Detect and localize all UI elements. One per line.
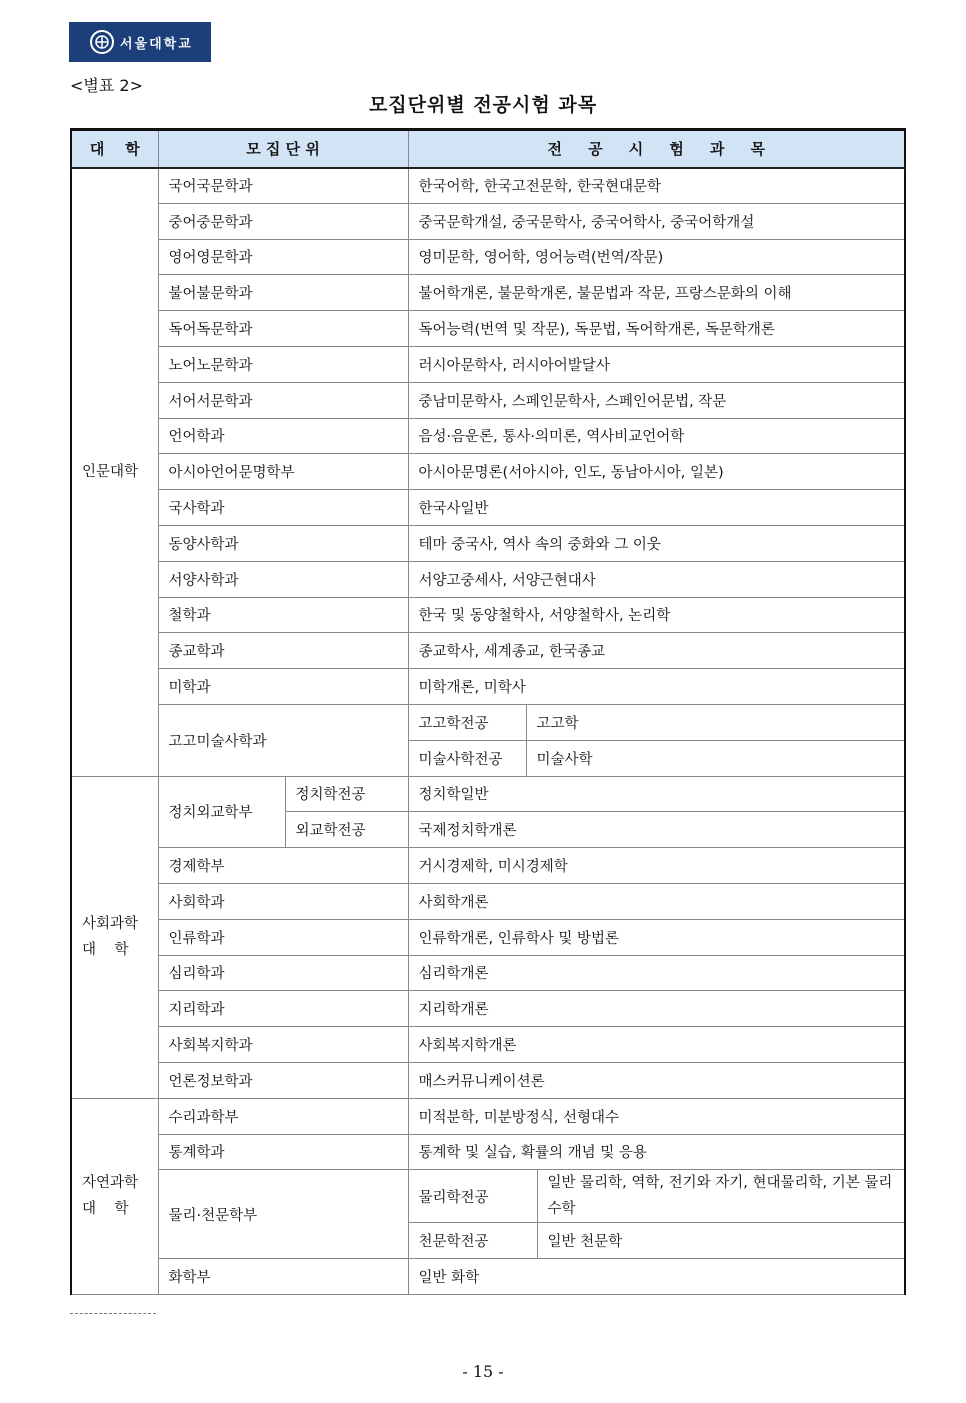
major-name: 천문학전공	[408, 1223, 537, 1259]
major-name: 물리학전공	[408, 1170, 537, 1223]
table-row	[71, 669, 905, 705]
page-number: - 15 -	[462, 1362, 504, 1381]
subjects: 지리학개론	[408, 991, 905, 1027]
logo-text: 서울대학교	[120, 36, 193, 52]
table-row	[71, 991, 905, 1027]
subjects: 사회복지학개론	[408, 1027, 905, 1063]
college-social-sciences: 사회과학 대 학	[71, 776, 158, 1098]
subjects: 미학개론, 미학사	[408, 669, 905, 705]
subjects: 중남미문학사, 스페인문학사, 스페인어문법, 작문	[408, 382, 905, 418]
unit-name: 통계학과	[158, 1134, 408, 1170]
unit-name: 경제학부	[158, 848, 408, 884]
subjects: 심리학개론	[408, 955, 905, 991]
table-row	[71, 311, 905, 347]
subjects: 불어학개론, 불문학개론, 불문법과 작문, 프랑스문화의 이해	[408, 275, 905, 311]
unit-name: 고고미술사학과	[158, 704, 408, 776]
subjects: 한국 및 동양철학사, 서양철학사, 논리학	[408, 597, 905, 633]
table-row	[71, 490, 905, 526]
table-row	[71, 454, 905, 490]
header-subjects: 전 공 시 험 과 목	[408, 130, 905, 168]
subjects: 거시경제학, 미시경제학	[408, 848, 905, 884]
unit-name: 서양사학과	[158, 561, 408, 597]
subjects: 사회학개론	[408, 883, 905, 919]
exam-subjects-table	[70, 128, 906, 1295]
bottom-dashed-rule	[70, 1313, 156, 1314]
major-name: 외교학전공	[285, 812, 408, 848]
table-row	[71, 704, 905, 740]
subjects: 중국문학개설, 중국문학사, 중국어학사, 중국어학개설	[408, 203, 905, 239]
unit-name: 사회복지학과	[158, 1027, 408, 1063]
subjects: 통계학 및 실습, 확률의 개념 및 응용	[408, 1134, 905, 1170]
unit-name: 인류학과	[158, 919, 408, 955]
table-row	[71, 382, 905, 418]
table-row	[71, 275, 905, 311]
table-row	[71, 561, 905, 597]
subjects: 독어능력(번역 및 작문), 독문법, 독어학개론, 독문학개론	[408, 311, 905, 347]
subjects: 테마 중국사, 역사 속의 중화와 그 이웃	[408, 525, 905, 561]
major-name: 정치학전공	[285, 776, 408, 812]
table-row	[71, 1134, 905, 1170]
unit-name: 종교학과	[158, 633, 408, 669]
table-row	[71, 1170, 905, 1223]
unit-name: 국사학과	[158, 490, 408, 526]
subjects: 일반 물리학, 역학, 전기와 자기, 현대물리학, 기본 물리수학	[537, 1170, 905, 1223]
unit-name: 독어독문학과	[158, 311, 408, 347]
subjects: 인류학개론, 인류학사 및 방법론	[408, 919, 905, 955]
table-row	[71, 919, 905, 955]
table-row	[71, 776, 905, 812]
table-row	[71, 525, 905, 561]
table-row	[71, 883, 905, 919]
college-natural-sciences: 자연과학 대 학	[71, 1098, 158, 1294]
table-row	[71, 168, 905, 204]
unit-name: 언어학과	[158, 418, 408, 454]
university-logo	[69, 22, 211, 62]
subjects: 미술사학	[526, 740, 905, 776]
subjects: 국제정치학개론	[408, 812, 905, 848]
major-name: 미술사학전공	[408, 740, 526, 776]
unit-name: 언론정보학과	[158, 1062, 408, 1098]
unit-name: 동양사학과	[158, 525, 408, 561]
unit-name: 서어서문학과	[158, 382, 408, 418]
table-row	[71, 346, 905, 382]
unit-name: 국어국문학과	[158, 168, 408, 204]
unit-name: 노어노문학과	[158, 346, 408, 382]
subjects: 정치학일반	[408, 776, 905, 812]
subjects: 일반 천문학	[537, 1223, 905, 1259]
unit-name: 불어불문학과	[158, 275, 408, 311]
table-row	[71, 203, 905, 239]
table-row	[71, 1259, 905, 1295]
unit-name: 심리학과	[158, 955, 408, 991]
university-emblem-icon	[89, 29, 115, 55]
subjects: 종교학사, 세계종교, 한국종교	[408, 633, 905, 669]
table-row	[71, 1027, 905, 1063]
table-row	[71, 633, 905, 669]
table-row	[71, 239, 905, 275]
unit-name: 미학과	[158, 669, 408, 705]
table-row	[71, 418, 905, 454]
unit-name: 정치외교학부	[158, 776, 285, 848]
header-unit: 모 집 단 위	[158, 130, 408, 168]
unit-name: 수리과학부	[158, 1098, 408, 1134]
table-row	[71, 955, 905, 991]
subjects: 영미문학, 영어학, 영어능력(번역/작문)	[408, 239, 905, 275]
subjects: 미적분학, 미분방정식, 선형대수	[408, 1098, 905, 1134]
subjects: 아시아문명론(서아시아, 인도, 동남아시아, 일본)	[408, 454, 905, 490]
subjects: 매스커뮤니케이션론	[408, 1062, 905, 1098]
unit-name: 물리·천문학부	[158, 1170, 408, 1259]
unit-name: 사회학과	[158, 883, 408, 919]
subjects: 고고학	[526, 704, 905, 740]
unit-name: 영어영문학과	[158, 239, 408, 275]
table-row	[71, 1098, 905, 1134]
table-header-row	[71, 130, 905, 168]
unit-name: 철학과	[158, 597, 408, 633]
subjects: 한국사일반	[408, 490, 905, 526]
unit-name: 아시아언어문명학부	[158, 454, 408, 490]
unit-name: 중어중문학과	[158, 203, 408, 239]
table-row	[71, 1062, 905, 1098]
subjects: 한국어학, 한국고전문학, 한국현대문학	[408, 168, 905, 204]
table-row	[71, 848, 905, 884]
subjects: 서양고중세사, 서양근현대사	[408, 561, 905, 597]
header-college: 대 학	[71, 130, 158, 168]
annex-label: <별표 2>	[70, 76, 143, 95]
subjects: 음성·음운론, 통사·의미론, 역사비교언어학	[408, 418, 905, 454]
page-title: 모집단위별 전공시험 과목	[368, 94, 598, 116]
subjects: 러시아문학사, 러시아어발달사	[408, 346, 905, 382]
unit-name: 지리학과	[158, 991, 408, 1027]
table-row	[71, 597, 905, 633]
unit-name: 화학부	[158, 1259, 408, 1295]
major-name: 고고학전공	[408, 704, 526, 740]
subjects: 일반 화학	[408, 1259, 905, 1295]
college-humanities: 인문대학	[71, 168, 158, 777]
